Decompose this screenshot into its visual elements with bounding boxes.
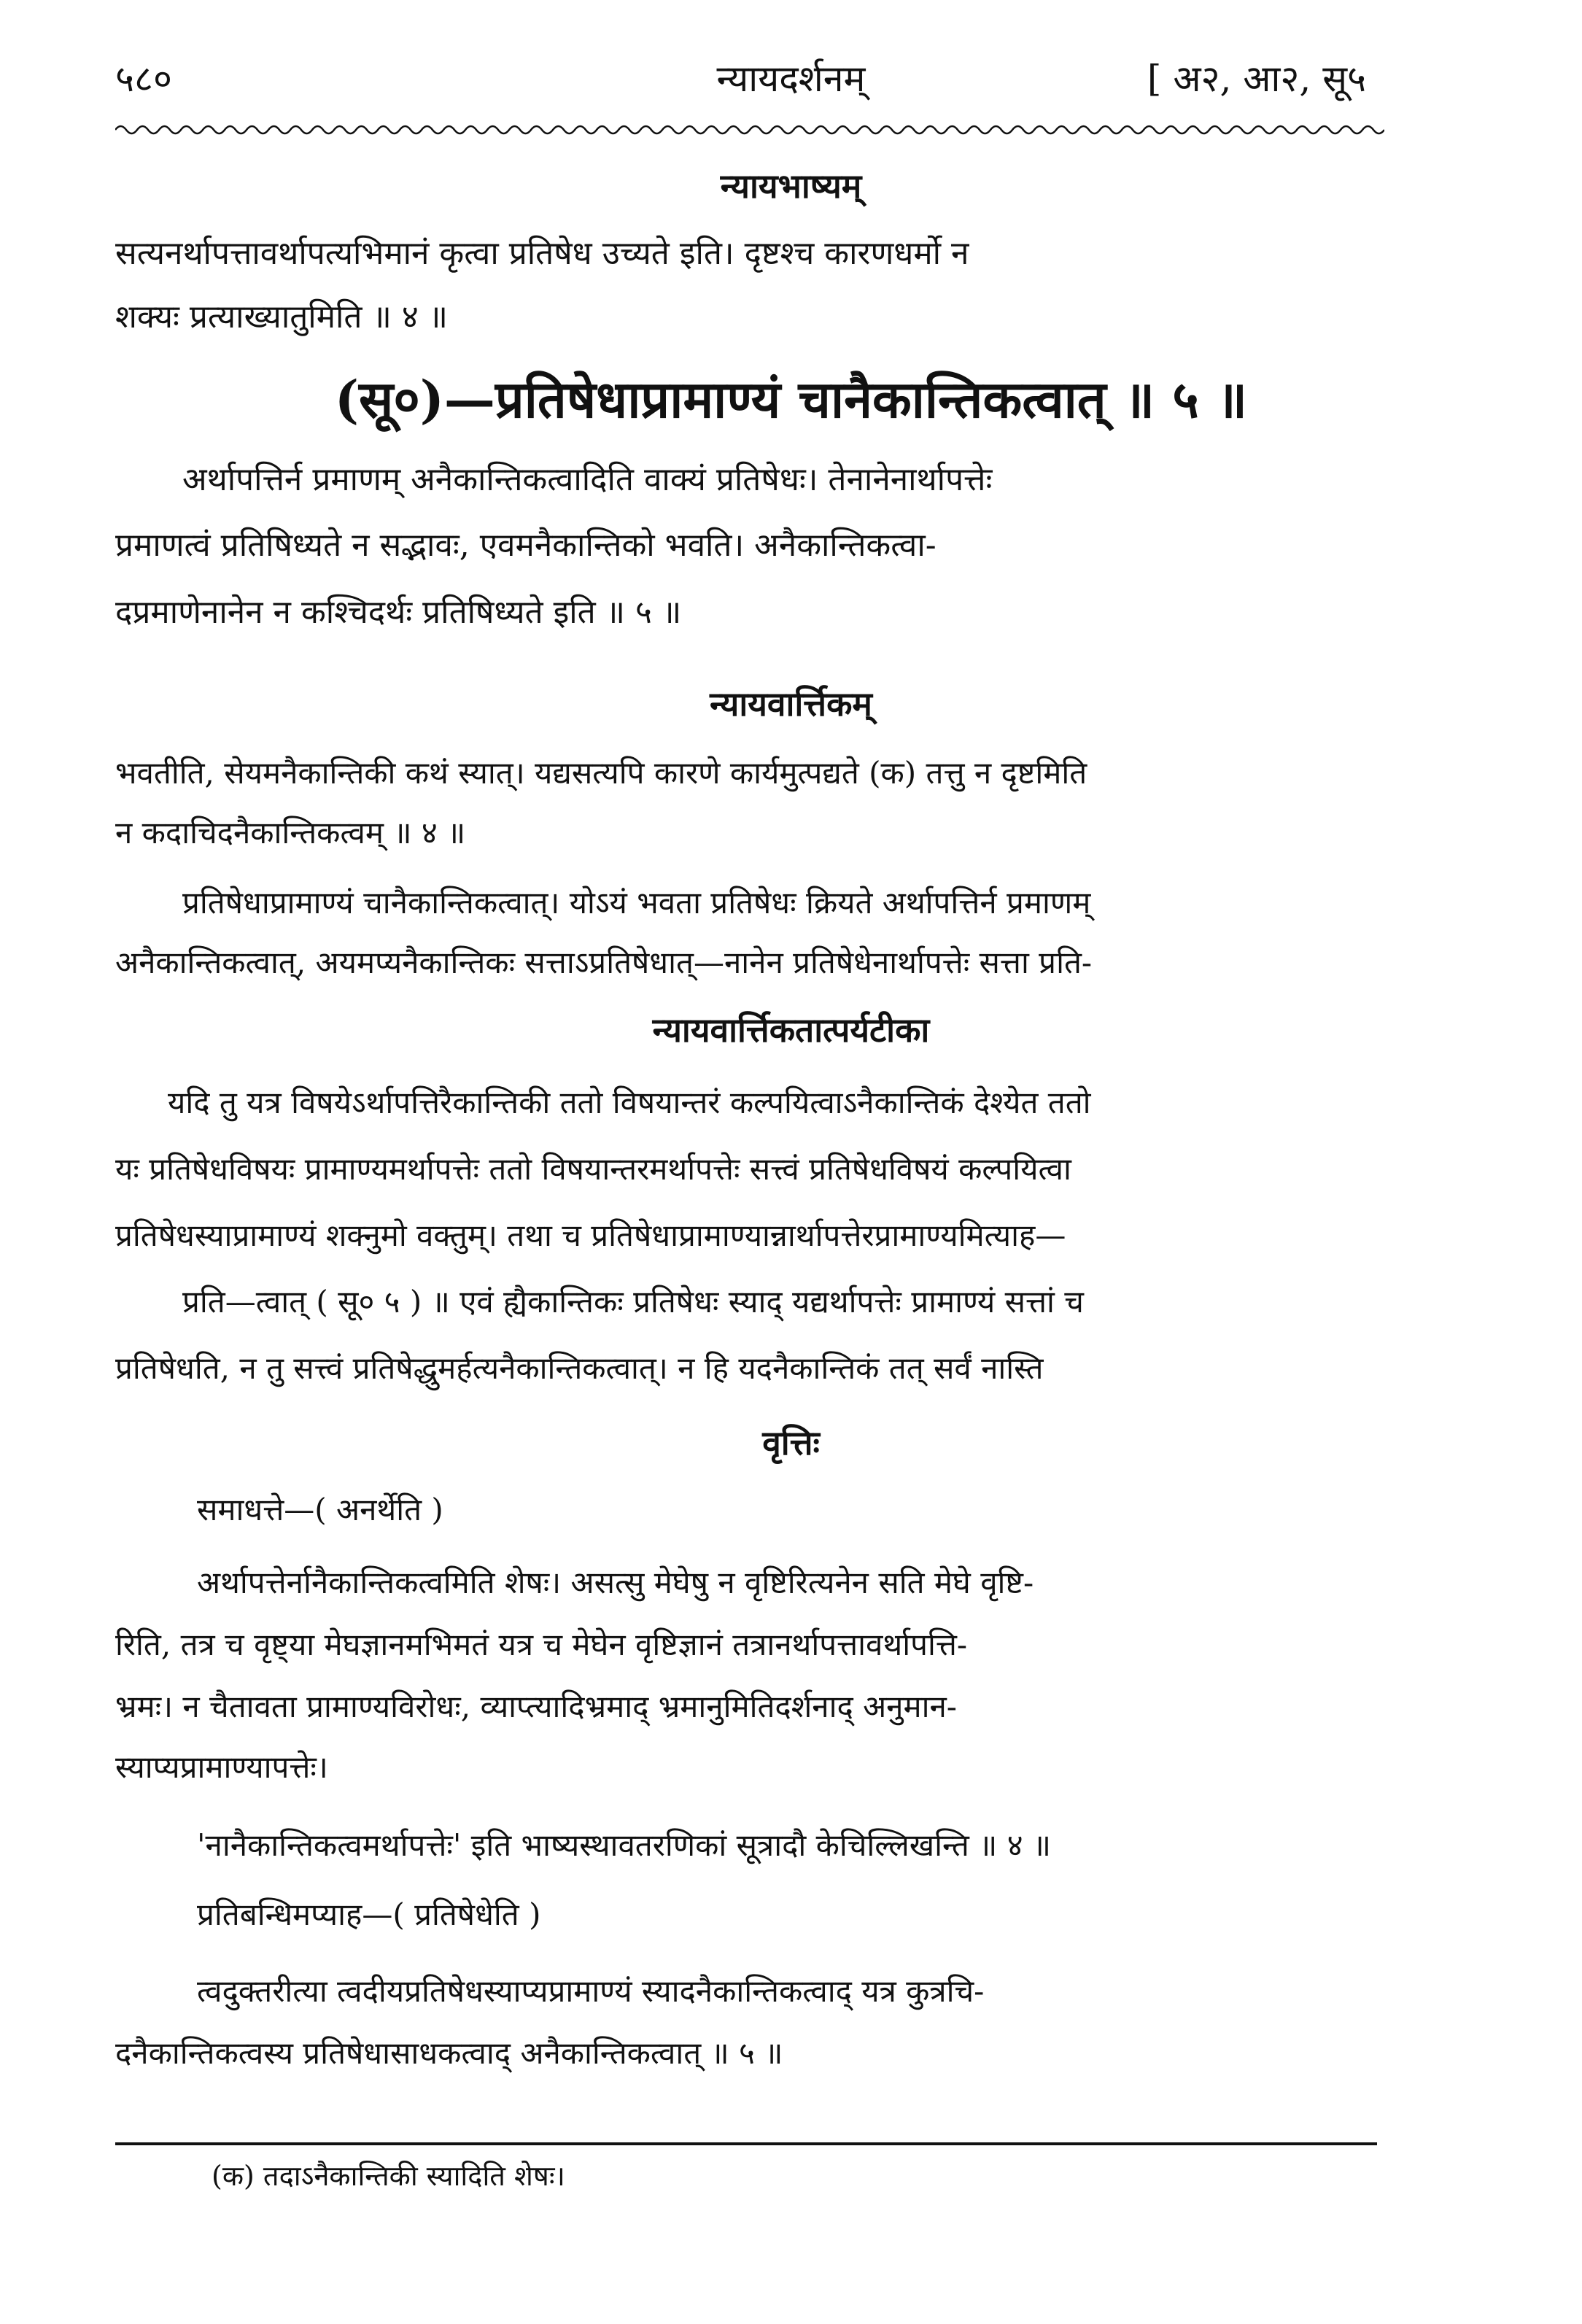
bhashya-heading: न्यायभाष्यम्	[720, 166, 862, 206]
vartika-line: न कदाचिदनैकान्तिकत्वम् ॥ ४ ॥	[115, 815, 466, 851]
bhashya-line: शक्यः प्रत्याख्यातुमिति ॥ ४ ॥	[115, 298, 449, 336]
bhashya-line: दप्रमाणेनानेन न कश्चिदर्थः प्रतिषिध्यते इति ॥ ५ ॥	[115, 594, 682, 631]
vartika-line: प्रतिषेधाप्रामाण्यं चानैकान्तिकत्वात्। योऽयं भवता प्रतिषेधः क्रियते अर्थापत्तिर्न प्रमाणम्	[182, 885, 1091, 921]
bhashya-line: अर्थापत्तिर्न प्रमाणम् अनैकान्तिकत्वादिति वाक्यं प्रतिषेधः। तेनानेनार्थापत्तेः	[182, 461, 993, 498]
vritti-line: स्याप्यप्रामाण्यापत्तेः।	[115, 1749, 328, 1785]
footnote-rule	[115, 2142, 1377, 2145]
vartika-heading: न्यायवार्त्तिकम्	[710, 684, 872, 724]
vritti-line: अर्थापत्तेर्नानैकान्तिकत्वमिति शेषः। असत्सु मेघेषु न वृष्टिरित्यनेन सति मेघे वृष्टि-	[197, 1565, 1034, 1600]
vritti-line: दनैकान्तिकत्वस्य प्रतिषेधासाधकत्वाद् अनैकान्तिकत्वात् ॥ ५ ॥	[115, 2035, 783, 2071]
tika-line: यः प्रतिषेधविषयः प्रामाण्यमर्थापत्तेः ततो विषयान्तरमर्थापत्तेः सत्त्वं प्रतिषेधविषयं कल्पयित्वा	[115, 1151, 1071, 1187]
tika-line: प्रतिषेधति, न तु सत्त्वं प्रतिषेद्धुमर्हत्यनैकान्तिकत्वात्। न हि यदनैकान्तिकं तत् सर्वं नास्ति	[115, 1350, 1044, 1386]
vartika-line: भवतीति, सेयमनैकान्तिकी कथं स्यात्। यद्यसत्यपि कारणे कार्यमुत्पद्यते (क) तत्तु न दृष्टमिति	[115, 755, 1087, 791]
vritti-line: 'नानैकान्तिकत्वमर्थापत्तेः' इति भाष्यस्थावतरणिकां सूत्रादौ केचिल्लिखन्ति ॥ ४ ॥	[197, 1827, 1052, 1863]
vritti-line: त्वदुक्तरीत्या त्वदीयप्रतिषेधस्याप्यप्रामाण्यं स्यादनैकान्तिकत्वाद् यत्र कुत्रचि-	[197, 1973, 985, 2009]
tika-heading: न्यायवार्त्तिकतात्पर्यटीका	[652, 1010, 930, 1050]
vritti-line: समाधत्ते—( अनर्थेति )	[197, 1492, 443, 1527]
bhashya-line: प्रमाणत्वं प्रतिषिध्यते न सद्भावः, एवमनैकान्तिको भवति। अनैकान्तिकत्वा-	[115, 527, 937, 564]
vritti-line: प्रतिबन्धिमप्याह—( प्रतिषेधेति )	[197, 1897, 541, 1932]
vritti-line: भ्रमः। न चैतावता प्रामाण्यविरोधः, व्याप्त्यादिभ्रमाद् भ्रमानुमितिदर्शनाद् अनुमान-	[115, 1689, 957, 1724]
vartika-line: अनैकान्तिकत्वात्, अयमप्यनैकान्तिकः सत्ताऽप्रतिषेधात्—नानेन प्रतिषेधेनार्थापत्तेः सत्ता प्रति-	[115, 945, 1093, 980]
page-number: ५८०	[115, 58, 172, 100]
tika-line: यदि तु यत्र विषयेऽर्थापत्तिरैकान्तिकी ततो विषयान्तरं कल्पयित्वाऽनैकान्तिकं देश्येत ततो	[168, 1085, 1091, 1120]
vritti-heading: वृत्तिः	[762, 1423, 820, 1463]
tika-line: प्रति—त्वात् ( सू० ५ ) ॥ एवं ह्यैकान्तिकः प्रतिषेधः स्याद् यद्यर्थापत्तेः प्रामाण्यं सत्तां च	[182, 1284, 1084, 1320]
bhashya-line: सत्यनर्थापत्तावर्थापत्यभिमानं कृत्वा प्रतिषेध उच्यते इति। दृष्टश्च कारणधर्मो न	[115, 235, 969, 272]
sutra-heading: (सू०)—प्रतिषेधाप्रामाण्यं चानैकान्तिकत्वात् ॥ ५ ॥	[334, 369, 1248, 430]
tika-line: प्रतिषेधस्याप्रामाण्यं शक्नुमो वक्तुम्। तथा च प्रतिषेधाप्रामाण्यान्नार्थापत्तेरप्रामाण्यमित्याह—	[115, 1217, 1066, 1253]
running-title: न्यायदर्शनम्	[716, 58, 866, 100]
vritti-line: रिति, तत्र च वृष्ट्या मेघज्ञानमभिमतं यत्र च मेघेन वृष्टिज्ञानं तत्रानर्थापत्तावर्थापत्ति-	[115, 1627, 968, 1662]
chapter-reference: [ अ२, आ२, सू५	[1147, 58, 1366, 100]
footnote: (क) तदाऽनैकान्तिकी स्यादिति शेषः।	[212, 2160, 565, 2192]
header-wavy-rule	[115, 121, 1384, 139]
